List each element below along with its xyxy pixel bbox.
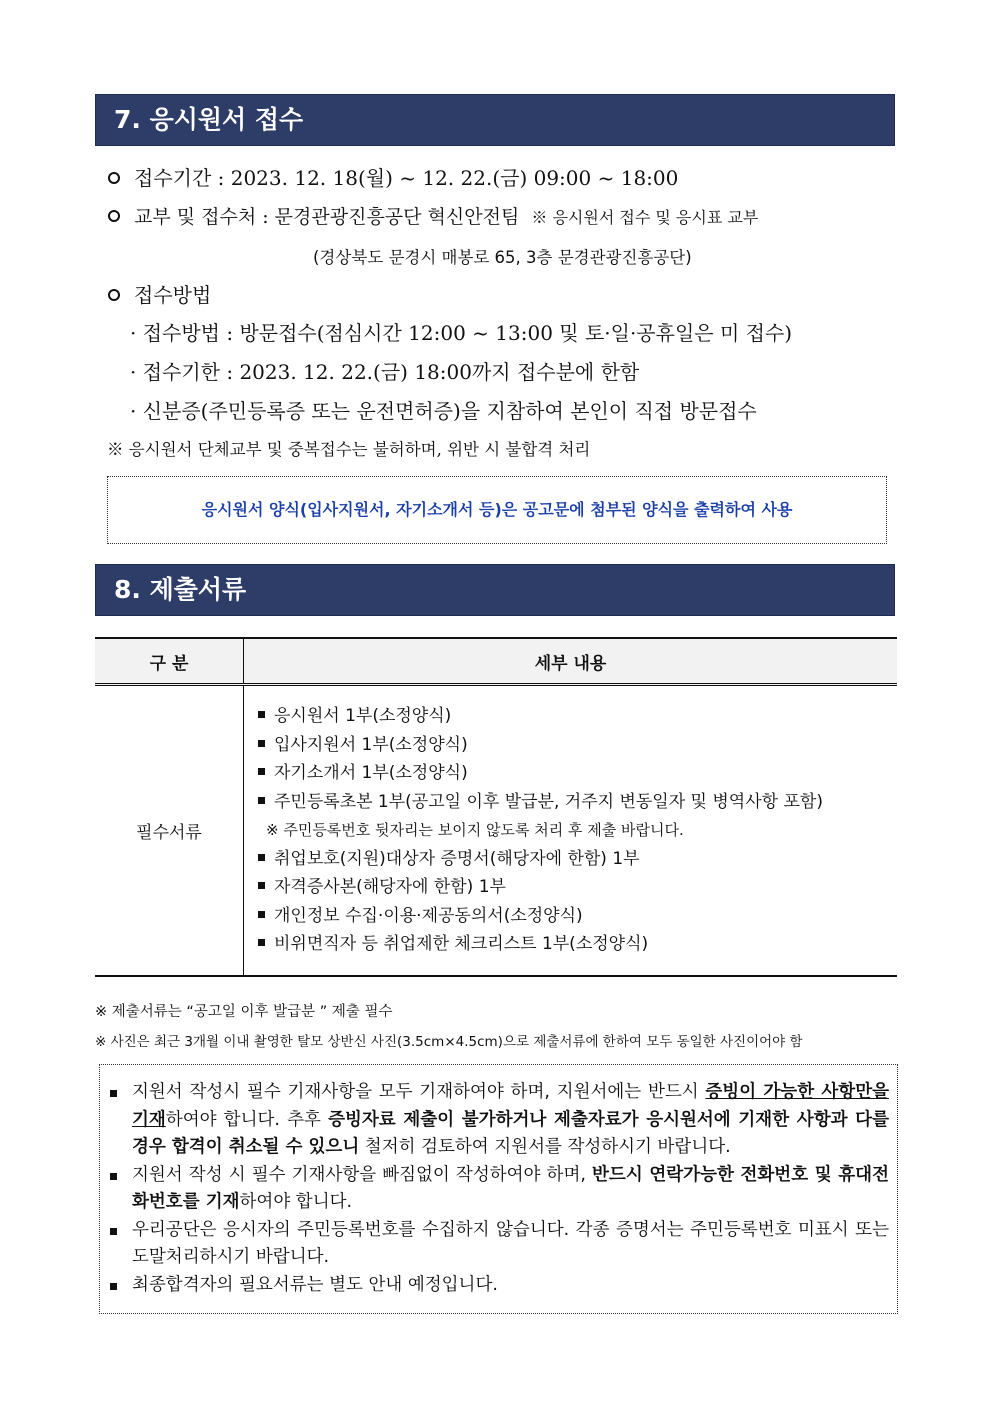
square-bullet-icon	[258, 939, 265, 946]
table-header-row	[95, 638, 897, 685]
documents-table	[95, 637, 897, 977]
list-item	[258, 902, 897, 931]
doc-item-text: 응시원서 1부(소정양식)	[274, 706, 452, 726]
table-row	[95, 685, 897, 976]
circle-bullet-icon	[108, 210, 120, 222]
warning-text: ※ 응시원서 단체교부 및 중복접수는 불허하며, 위반 시 불합격 처리	[107, 440, 591, 459]
info-text: 지원서 작성시 필수 기재사항을 모두 기재하여야 하며, 지원서에는 반드시	[132, 1082, 706, 1102]
place-text: 교부 및 접수처 : 문경관광진흥공단 혁신안전팀	[134, 206, 520, 228]
section-7-title: 7. 응시원서 접수	[114, 105, 304, 134]
category-cell: 필수서류	[95, 685, 244, 976]
info-emphasis: 증빙자료 제출이 불가하거나 제출자료가 응시원서에 기재한 사항과 다를 경우 합격이 취소될 수 있으니	[132, 1109, 889, 1157]
header-category: 구 분	[95, 638, 244, 685]
list-item	[258, 873, 897, 902]
circle-bullet-icon	[108, 289, 120, 301]
method-title-line	[108, 279, 211, 308]
square-bullet-icon	[110, 1090, 117, 1097]
list-item	[258, 788, 897, 817]
list-item	[258, 759, 897, 788]
method-item-3: · 신분증(주민등록증 또는 운전면허증)을 지참하여 본인이 직접 방문접수	[130, 399, 757, 423]
info-emphasis: 증빙이 가능한 사항만을 기재	[132, 1082, 890, 1130]
square-bullet-icon	[110, 1283, 117, 1290]
doc-item-text: 취업보호(지원)대상자 증명서(해당자에 한함) 1부	[274, 848, 640, 869]
section-7-header	[95, 94, 895, 146]
section-8-title: 8. 제출서류	[114, 575, 247, 604]
place-note: ※ 응시원서 접수 및 응시표 교부	[531, 208, 759, 227]
info-text: 지원서 작성 시 필수 기재사항을 빠짐없이 작성하여야 하며,	[132, 1164, 593, 1185]
circle-bullet-icon	[108, 172, 120, 184]
address-text: (경상북도 문경시 매봉로 65, 3층 문경관광진흥공단)	[313, 248, 692, 267]
square-bullet-icon	[258, 711, 265, 718]
list-item	[258, 845, 897, 874]
square-bullet-icon	[258, 740, 265, 747]
info-text: 최종합격자의 필요서류는 별도 안내 예정입니다.	[132, 1274, 498, 1295]
square-bullet-icon	[110, 1228, 117, 1235]
period-line	[108, 162, 678, 191]
info-text: 하여야 합니다.	[239, 1192, 353, 1212]
method-title: 접수방법	[134, 283, 212, 307]
application-form-notice	[107, 476, 887, 544]
square-bullet-icon	[258, 768, 265, 775]
info-text: 철저히 검토하여 지원서를 작성하시기 바랍니다.	[359, 1137, 731, 1157]
application-form-notice-text: 응시원서 양식(입사지원서, 자기소개서 등)은 공고문에 첨부된 양식을 출력하여 사용	[201, 500, 793, 519]
info-emphasis: 반드시 연락가능한 전화번호 및 휴대전화번호를 기재	[132, 1164, 889, 1212]
doc-item-text: 입사지원서 1부(소정양식)	[274, 734, 468, 755]
info-text: 우리공단은 응시자의 주민등록번호를 수집하지 않습니다. 각종 증명서는 주민등록번호 미표시 또는 도말처리하시기 바랍니다.	[132, 1219, 889, 1267]
method-item-1: · 접수방법 : 방문접수(점심시간 12:00 ~ 13:00 및 토·일·공휴일은 미 접수)	[130, 321, 793, 345]
list-item	[110, 1162, 889, 1217]
list-item	[258, 930, 897, 959]
list-item	[110, 1079, 889, 1162]
section-8-header	[95, 564, 895, 616]
list-item	[258, 731, 897, 760]
doc-item-text: 자격증사본(해당자에 한함) 1부	[274, 877, 506, 897]
list-item	[110, 1272, 889, 1300]
square-bullet-icon	[258, 882, 265, 889]
square-bullet-icon	[110, 1173, 117, 1180]
footnote-2: ※ 사진은 최근 3개월 이내 촬영한 탈모 상반신 사진(3.5cm×4.5cm)으로 제출서류에 한하여 모두 동일한 사진이어야 함	[95, 1034, 803, 1050]
doc-item-text: 비위면직자 등 취업제한 체크리스트 1부(소정양식)	[274, 934, 649, 954]
applicant-info-box	[99, 1064, 898, 1314]
square-bullet-icon	[258, 911, 265, 918]
doc-item-text: 개인정보 수집·이용·제공동의서(소정양식)	[274, 905, 583, 926]
place-line	[108, 202, 758, 229]
info-text: 하여야 합니다. 추후	[165, 1109, 329, 1130]
doc-item-note: ※ 주민등록번호 뒷자리는 보이지 않도록 처리 후 제출 바랍니다.	[266, 821, 684, 839]
header-details: 세부 내용	[244, 638, 898, 685]
square-bullet-icon	[258, 854, 265, 861]
list-item	[258, 702, 897, 731]
method-item-2: · 접수기한 : 2023. 12. 22.(금) 18:00까지 접수분에 한함	[130, 360, 640, 384]
details-cell	[244, 685, 898, 976]
doc-item-text: 주민등록초본 1부(공고일 이후 발급분, 거주지 변동일자 및 병역사항 포함)	[274, 791, 823, 812]
doc-item-text: 자기소개서 1부(소정양식)	[274, 763, 468, 783]
list-item	[110, 1217, 889, 1272]
period-text: 접수기간 : 2023. 12. 18(월) ~ 12. 22.(금) 09:00 ~ 18:00	[134, 166, 679, 190]
square-bullet-icon	[258, 797, 265, 804]
footnote-1: ※ 제출서류는 “공고일 이후 발급분 ” 제출 필수	[95, 1004, 393, 1020]
